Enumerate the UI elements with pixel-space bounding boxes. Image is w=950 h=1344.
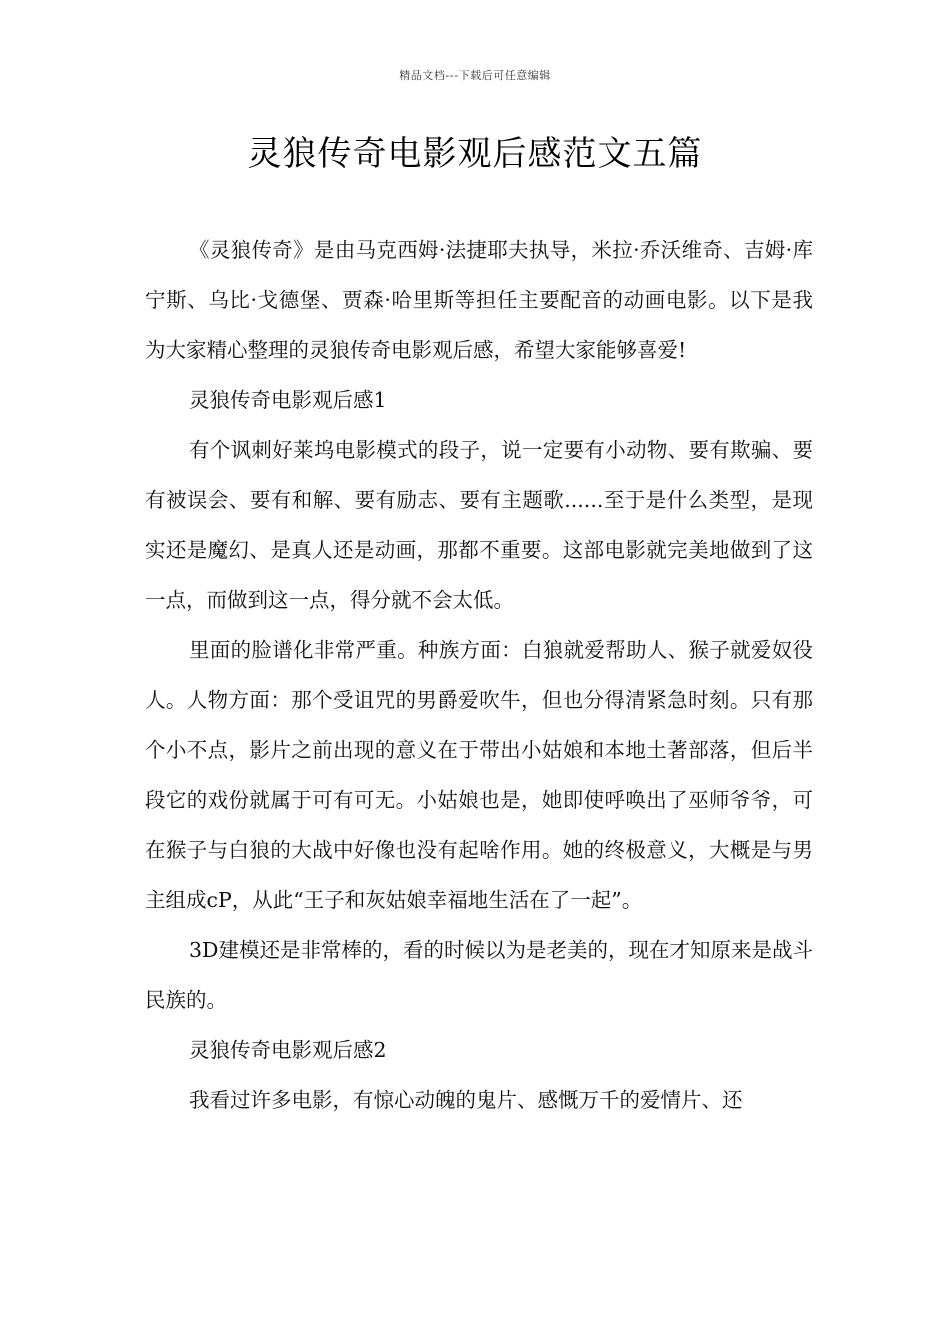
document-body (145, 225, 813, 1125)
body-paragraph: 我看过许多电影，有惊心动魄的鬼片、感慨万千的爱情片、还 (189, 1088, 743, 1112)
body-paragraph: 有个讽刺好莱坞电影模式的段子，说一定要有小动物、要有欺骗、要有被误会、要有和解、要有励志、要有主题歌......至于是什么类型，是现实还是魔幻、是真人还是动画，那都不重要。这部电影就完美地做到了这一点，而做到这一点，得分就不会太低。 (145, 438, 813, 612)
body-paragraph: 里面的脸谱化非常严重。种族方面：白狼就爱帮助人、猴子就爱奴役人。人物方面：那个受诅咒的男爵爱吹牛，但也分得清紧急时刻。只有那个小不点，影片之前出现的意义在于带出小姑娘和本地土著部落，但后半段它的戏份就属于可有可无。小姑娘也是，她即使呼唤出了巫师爷爷，可在猴子与白狼的大战中好像也没有起啥作用。她的终极意义，大概是与男主组成cP，从此“王子和灰姑娘幸福地生活在了一起”。 (145, 638, 813, 912)
body-paragraph: 3D建模还是非常棒的，看的时候以为是老美的，现在才知原来是战斗民族的。 (145, 938, 813, 1012)
document-title: 灵狼传奇电影观后感范文五篇 (247, 134, 703, 174)
section-heading-1: 灵狼传奇电影观后感1 (189, 388, 387, 412)
intro-paragraph: 《灵狼传奇》是由马克西姆·法捷耶夫执导，米拉·乔沃维奇、吉姆·库宁斯、乌比·戈德堡、贾森·哈里斯等担任主要配音的动画电影。以下是我为大家精心整理的灵狼传奇电影观后感，希望大家能够喜爱! (145, 238, 813, 362)
section-heading-2: 灵狼传奇电影观后感2 (189, 1038, 387, 1062)
header-note: 精品文档---下载后可任意编辑 (399, 69, 551, 82)
